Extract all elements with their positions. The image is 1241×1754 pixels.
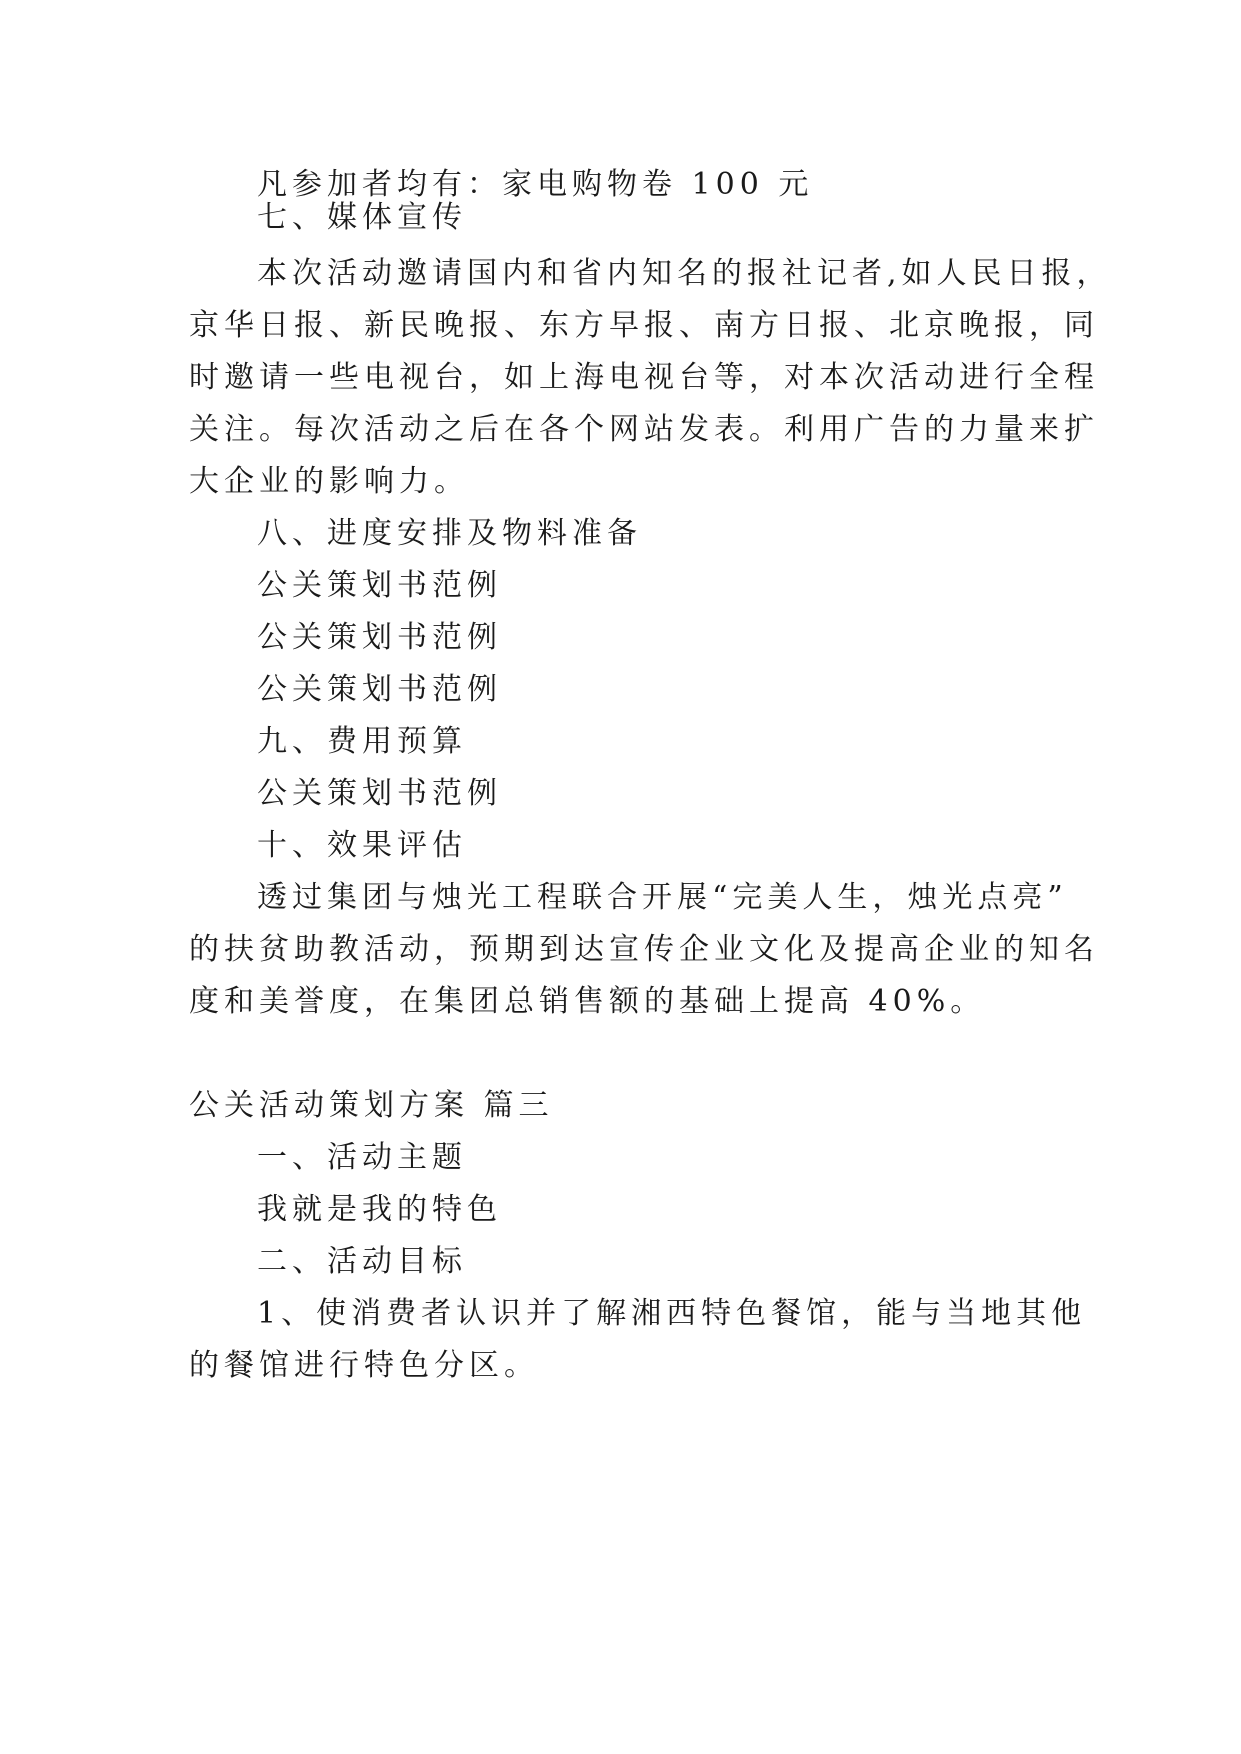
heading-activity-theme: 一、活动主题 — [257, 1140, 467, 1175]
heading-schedule-materials: 八、进度安排及物料准备 — [257, 516, 642, 551]
paragraph-goal-line-1: 1、使消费者认识并了解湘西特色餐馆，能与当地其他 — [257, 1296, 1087, 1331]
paragraph-evaluation-line-1: 透过集团与烛光工程联合开展“完美人生，烛光点亮” — [257, 880, 1068, 915]
example-line-1: 公关策划书范例 — [257, 568, 502, 603]
example-line-4: 公关策划书范例 — [257, 776, 502, 811]
heading-effect-evaluation: 十、效果评估 — [257, 828, 467, 863]
example-line-3: 公关策划书范例 — [257, 672, 502, 707]
paragraph-media-line-2: 京华日报、新民晚报、东方早报、南方日报、北京晚报，同 — [189, 308, 1099, 343]
paragraph-media-line-1: 本次活动邀请国内和省内知名的报社记者,如人民日报， — [257, 256, 1112, 291]
heading-activity-goal: 二、活动目标 — [257, 1244, 467, 1279]
paragraph-media-line-5: 大企业的影响力。 — [189, 464, 469, 499]
section-title-part-three: 公关活动策划方案 篇三 — [189, 1088, 554, 1123]
paragraph-goal-line-2: 的餐馆进行特色分区。 — [189, 1348, 539, 1383]
heading-media-promotion: 七、媒体宣传 — [257, 200, 467, 235]
paragraph-evaluation-line-3: 度和美誉度，在集团总销售额的基础上提高 40%。 — [189, 984, 986, 1019]
paragraph-evaluation-line-2: 的扶贫助教活动，预期到达宣传企业文化及提高企业的知名 — [189, 932, 1099, 967]
paragraph-media-line-4: 关注。每次活动之后在各个网站发表。利用广告的力量来扩 — [189, 412, 1099, 447]
paragraph-participant-reward: 凡参加者均有：家电购物卷 100 元 — [257, 167, 814, 202]
paragraph-media-line-3: 时邀请一些电视台，如上海电视台等，对本次活动进行全程 — [189, 360, 1099, 395]
example-line-2: 公关策划书范例 — [257, 620, 502, 655]
heading-budget: 九、费用预算 — [257, 724, 467, 759]
paragraph-activity-theme: 我就是我的特色 — [257, 1192, 502, 1227]
